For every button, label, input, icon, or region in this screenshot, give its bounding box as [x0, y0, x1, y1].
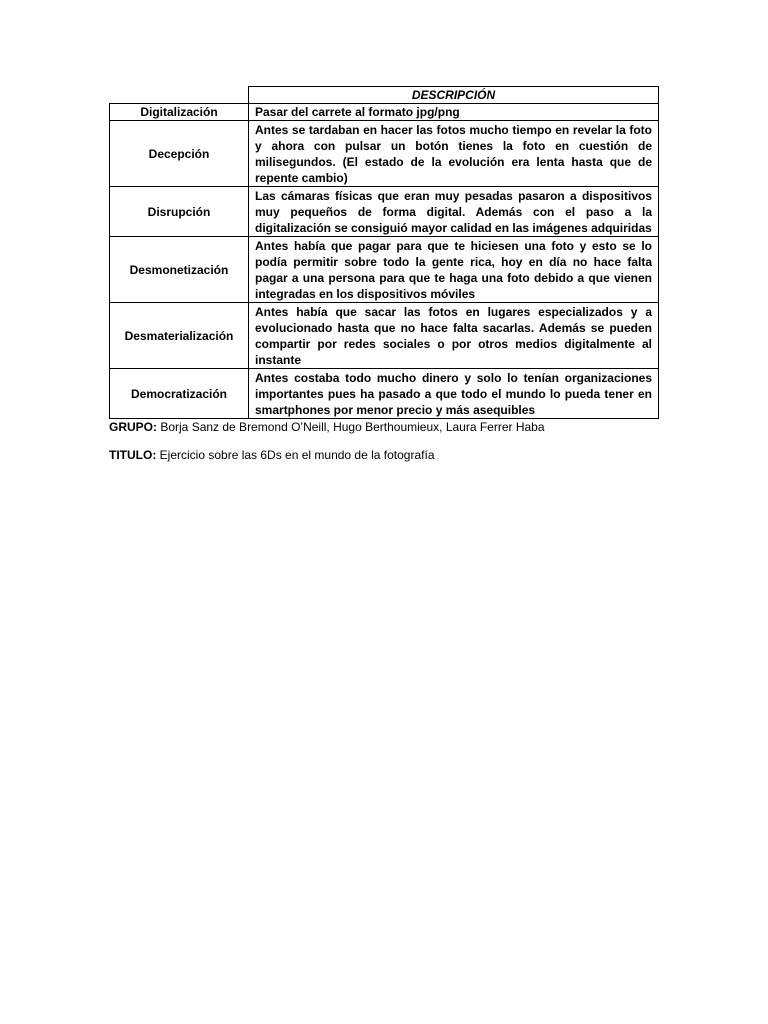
term-cell: Desmonetización [110, 237, 249, 303]
title-label: TITULO: [109, 448, 157, 462]
term-cell: Decepción [110, 121, 249, 187]
term-cell: Democratización [110, 369, 249, 419]
description-cell: Antes había que sacar las fotos en lugares especializados y a evolucionado hasta que no hace falta sacarlas. Además se pueden compartir por redes sociales o por otros medios digitalmente al instante [249, 303, 659, 369]
description-cell: Las cámaras físicas que eran muy pesadas pasaron a dispositivos muy pequeños de forma digital. Además con el paso a la digitalización se consiguió mayor calidad en las imágenes adquiridas [249, 187, 659, 237]
table-row [110, 104, 659, 121]
six-ds-table [109, 86, 659, 419]
table-row [110, 369, 659, 419]
description-column-header: DESCRIPCIÓN [249, 87, 659, 104]
description-cell: Antes había que pagar para que te hiciesen una foto y esto se lo podía permitir sobre todo la gente rica, hoy en día no hace falta pagar a una persona para que te haga una foto debido a que vienen integradas en los dispositivos móviles [249, 237, 659, 303]
table-row [110, 237, 659, 303]
term-cell: Disrupción [110, 187, 249, 237]
description-cell: Pasar del carrete al formato jpg/png [249, 104, 659, 121]
group-members: Borja Sanz de Bremond O’Neill, Hugo Berthoumieux, Laura Ferrer Haba [160, 420, 545, 434]
description-cell: Antes costaba todo mucho dinero y solo lo tenían organizaciones importantes pues ha pasado a que todo el mundo lo pueda tener en smartphones por menor precio y más asequibles [249, 369, 659, 419]
table-row [110, 121, 659, 187]
title-value: Ejercicio sobre las 6Ds en el mundo de la fotografía [159, 448, 435, 462]
term-cell: Desmaterialización [110, 303, 249, 369]
term-cell: Digitalización [110, 104, 249, 121]
group-label: GRUPO: [109, 420, 157, 434]
title-line [109, 447, 435, 463]
table-row [110, 187, 659, 237]
description-cell: Antes se tardaban en hacer las fotos mucho tiempo en revelar la foto y ahora con pulsar un botón tienes la foto en cuestión de milisegundos. (El estado de la evolución era lenta hasta que de repente cambio) [249, 121, 659, 187]
group-line [109, 419, 545, 435]
table-corner-cell [110, 87, 249, 104]
table-row [110, 303, 659, 369]
table-header-row [110, 87, 659, 104]
